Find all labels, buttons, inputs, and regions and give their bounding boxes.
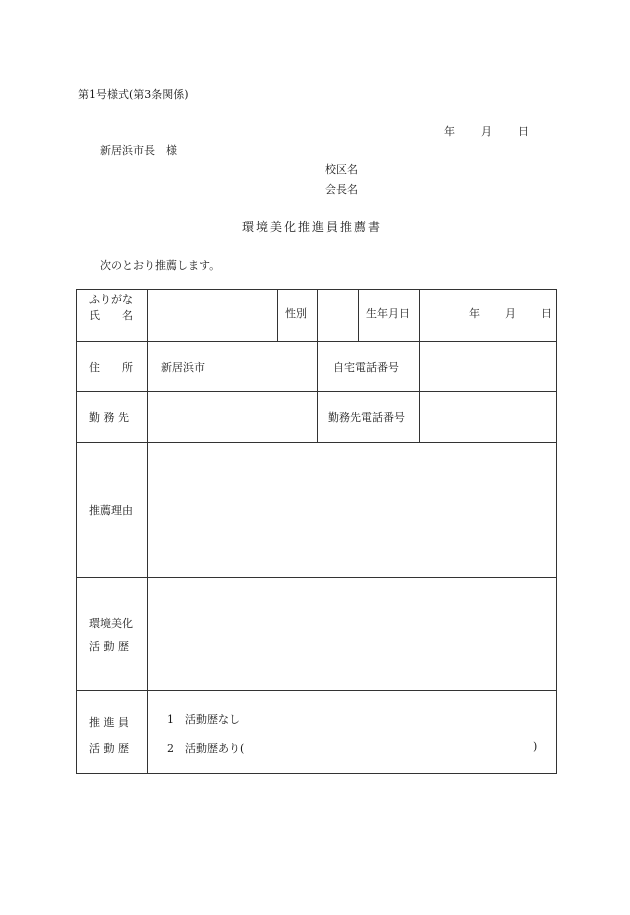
furigana-label: ふりがな <box>89 293 133 306</box>
promoter-label-line1: 推 進 員 <box>89 716 129 729</box>
birth-day-label: 日 <box>541 307 552 320</box>
school-district-label: 校区名 <box>325 163 358 176</box>
option-close-paren: ) <box>533 740 538 753</box>
option-has-history: 2 活動歴あり( <box>167 742 245 755</box>
date-year-label: 年 <box>444 125 455 138</box>
col-divider <box>317 290 318 442</box>
document-title: 環境美化推進員推薦書 <box>242 220 383 234</box>
row-divider <box>77 442 556 443</box>
recommendation-table <box>76 289 557 774</box>
option-no-history: 1 活動歴なし <box>167 713 240 726</box>
employer-label: 勤 務 先 <box>89 411 129 424</box>
form-number: 第1号様式(第3条関係) <box>78 88 189 101</box>
col-divider <box>147 290 148 773</box>
promoter-label-line2: 活 動 歴 <box>89 742 129 755</box>
work-phone-label: 勤務先電話番号 <box>328 411 405 424</box>
address-label: 住 所 <box>89 361 133 374</box>
gender-label: 性別 <box>285 307 307 320</box>
name-label: 氏 名 <box>89 309 133 322</box>
date-month-label: 月 <box>481 125 492 138</box>
history-label-line1: 環境美化 <box>89 617 133 630</box>
birthdate-label: 生年月日 <box>366 307 410 320</box>
home-phone-label: 自宅電話番号 <box>333 361 399 374</box>
row-divider <box>77 577 556 578</box>
addressee: 新居浜市長 様 <box>100 144 177 157</box>
date-day-label: 日 <box>518 125 529 138</box>
row-divider <box>77 690 556 691</box>
reason-label: 推薦理由 <box>89 504 133 517</box>
chairperson-label: 会長名 <box>325 183 358 196</box>
address-value: 新居浜市 <box>161 361 205 374</box>
col-divider <box>419 290 420 442</box>
col-divider <box>277 290 278 341</box>
birth-month-label: 月 <box>505 307 516 320</box>
intro-text: 次のとおり推薦します。 <box>100 259 221 272</box>
history-label-line2: 活 動 歴 <box>89 640 129 653</box>
birth-year-label: 年 <box>469 307 480 320</box>
submission-date <box>444 123 529 139</box>
col-divider <box>358 290 359 341</box>
